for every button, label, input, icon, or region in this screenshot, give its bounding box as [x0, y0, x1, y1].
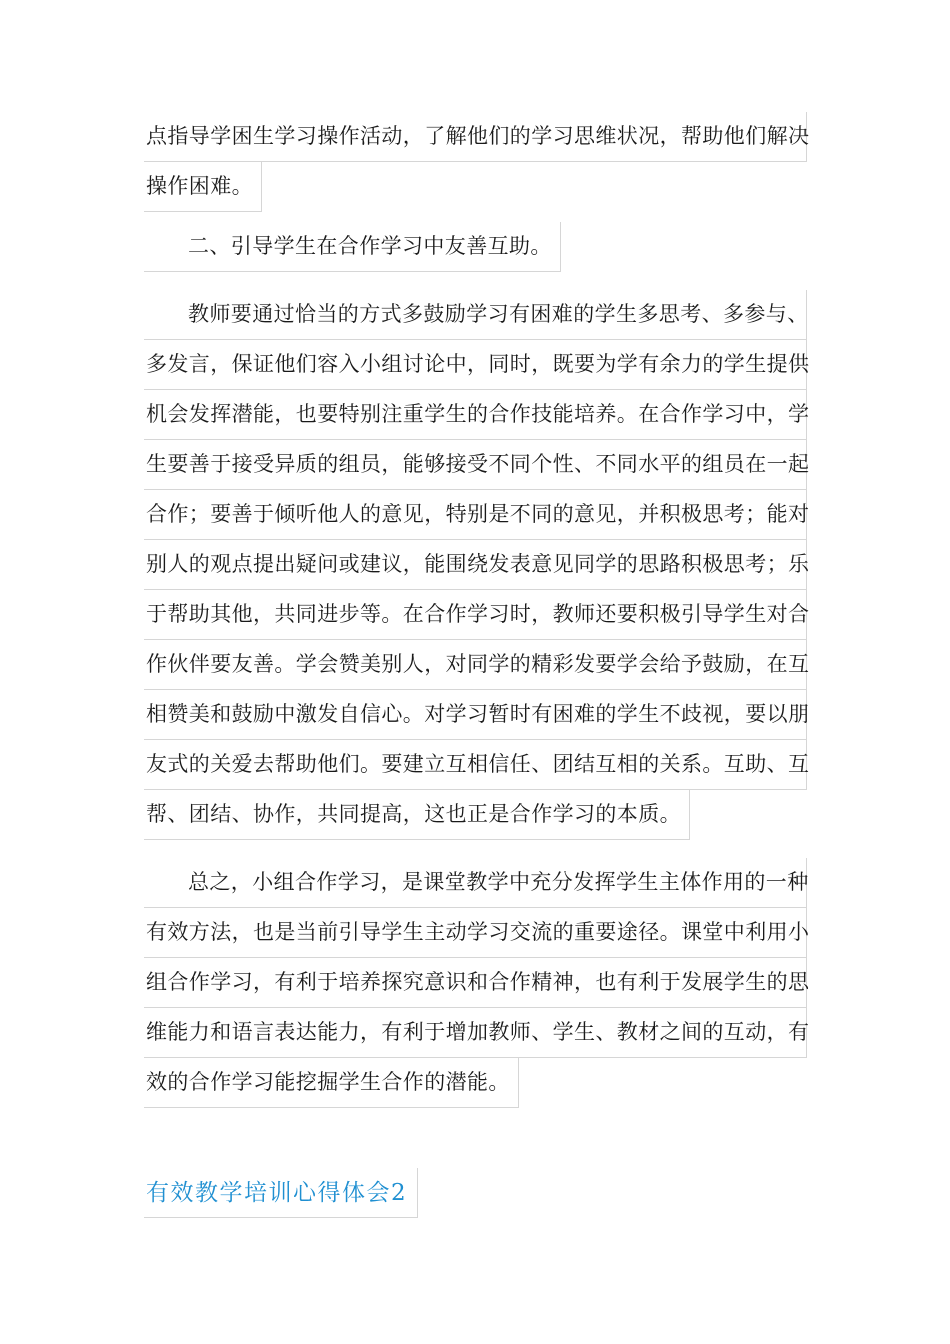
section-subheading	[144, 222, 807, 272]
text-line: 效的合作学习能挖掘学生合作的潜能。	[144, 1058, 519, 1108]
text-line: 作伙伴要友善。学会赞美别人，对同学的精彩发要学会给予鼓励，在互	[144, 640, 807, 690]
text-line: 维能力和语言表达能力，有利于增加教师、学生、教材之间的互动，有	[144, 1008, 807, 1058]
text-line: 相赞美和鼓励中激发自信心。对学习暂时有困难的学生不歧视，要以朋	[144, 690, 807, 740]
text-line: 生要善于接受异质的组员，能够接受不同个性、不同水平的组员在一起	[144, 440, 807, 490]
text-line: 帮、团结、协作，共同提高，这也正是合作学习的本质。	[144, 790, 690, 840]
text-line: 操作困难。	[144, 162, 262, 212]
paragraph-continuation	[144, 112, 810, 212]
text-line: 友式的关爱去帮助他们。要建立互相信任、团结互相的关系。互助、互	[144, 740, 807, 790]
text-line: 合作；要善于倾听他人的意见，特别是不同的意见，并积极思考；能对	[144, 490, 807, 540]
text-line: 总之，小组合作学习，是课堂教学中充分发挥学生主体作用的一种	[144, 858, 807, 908]
text-line: 教师要通过恰当的方式多鼓励学习有困难的学生多思考、多参与、	[144, 290, 807, 340]
text-line: 点指导学困生学习操作活动，了解他们的学习思维状况，帮助他们解决	[144, 112, 807, 162]
text-line: 有效方法，也是当前引导学生主动学习交流的重要途径。课堂中利用小	[144, 908, 807, 958]
article-heading: 有效教学培训心得体会2	[144, 1168, 418, 1218]
paragraph-conclusion	[144, 858, 810, 1108]
text-line: 组合作学习，有利于培养探究意识和合作精神，也有利于发展学生的思	[144, 958, 807, 1008]
paragraph-body	[144, 290, 810, 840]
text-line: 别人的观点提出疑问或建议，能围绕发表意见同学的思路积极思考；乐	[144, 540, 807, 590]
text-line: 于帮助其他，共同进步等。在合作学习时，教师还要积极引导学生对合	[144, 590, 807, 640]
text-line: 多发言，保证他们容入小组讨论中，同时，既要为学有余力的学生提供	[144, 340, 807, 390]
text-line: 二、引导学生在合作学习中友善互助。	[144, 222, 561, 272]
text-line: 机会发挥潜能，也要特别注重学生的合作技能培养。在合作学习中，学	[144, 390, 807, 440]
